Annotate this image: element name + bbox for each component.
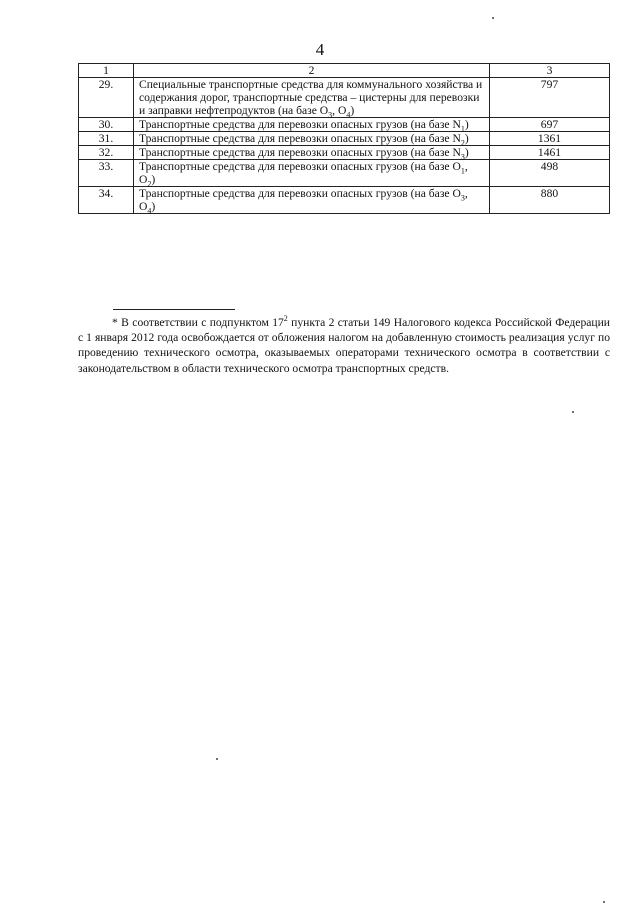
footnote-text-start: * В соответствии с подпунктом 17 bbox=[112, 316, 284, 329]
base-text: ) bbox=[350, 104, 355, 117]
base-text: N bbox=[452, 118, 461, 131]
description-text: Транспортные средства для перевозки опасных грузов (на базе bbox=[139, 146, 453, 159]
scan-speck bbox=[603, 901, 605, 903]
base-subscript: 2 bbox=[147, 179, 152, 189]
base-text: ) bbox=[151, 200, 156, 213]
column-header-1: 1 bbox=[79, 64, 134, 78]
description-text: Транспортные средства для перевозки опасных грузов (на базе bbox=[139, 187, 453, 200]
row-number: 31. bbox=[79, 132, 134, 146]
base-subscript: 4 bbox=[147, 206, 152, 216]
table-header-row bbox=[79, 64, 610, 78]
tariff-table bbox=[78, 63, 610, 214]
row-description bbox=[134, 132, 490, 146]
description-text: Транспортные средства для перевозки опасных грузов (на базе bbox=[139, 132, 453, 145]
page-number: 4 bbox=[315, 40, 325, 59]
description-text: Транспортные средства для перевозки опасных грузов (на базе bbox=[139, 160, 453, 173]
row-description bbox=[134, 187, 490, 214]
table-row bbox=[79, 132, 610, 146]
row-value: 1461 bbox=[490, 146, 610, 160]
base-subscript: 3 bbox=[460, 152, 465, 162]
base-text: ) bbox=[151, 173, 156, 186]
row-value: 880 bbox=[490, 187, 610, 214]
table-row bbox=[79, 78, 610, 118]
footnote bbox=[78, 315, 610, 376]
row-description bbox=[134, 78, 490, 118]
footnote-text-end: пункта 2 статьи 149 Налогового кодекса Российской Федерации с 1 января 2012 года освобождается от обложения налогом на добавленную стоимость реализация услуг по проведению технического осмотра, оказываемых операторами технического осмотра в соответствии с законодательством в области технического осмотра транспортных средств. bbox=[78, 316, 611, 375]
base-text: , O bbox=[139, 187, 468, 213]
base-text: N bbox=[452, 146, 461, 159]
base-text: , O bbox=[332, 104, 347, 117]
scan-speck bbox=[492, 17, 494, 19]
base-subscript: 1 bbox=[460, 124, 465, 134]
base-subscript: 4 bbox=[346, 110, 351, 120]
row-number: 29. bbox=[79, 78, 134, 118]
base-subscript: 3 bbox=[460, 193, 465, 203]
base-subscript: 3 bbox=[328, 110, 333, 120]
scan-speck bbox=[216, 758, 218, 760]
row-number: 33. bbox=[79, 160, 134, 187]
row-number: 34. bbox=[79, 187, 134, 214]
table-row bbox=[79, 146, 610, 160]
footnote-separator bbox=[113, 309, 235, 310]
base-text: ) bbox=[464, 146, 469, 159]
base-subscript: 2 bbox=[460, 138, 465, 148]
row-value: 498 bbox=[490, 160, 610, 187]
row-value: 797 bbox=[490, 78, 610, 118]
base-text: O bbox=[452, 187, 461, 200]
row-description bbox=[134, 118, 490, 132]
row-value: 697 bbox=[490, 118, 610, 132]
row-value: 1361 bbox=[490, 132, 610, 146]
base-text: O bbox=[452, 160, 461, 173]
row-description bbox=[134, 146, 490, 160]
row-number: 30. bbox=[79, 118, 134, 132]
base-text: ) bbox=[464, 132, 469, 145]
description-text: Специальные транспортные средства для коммунального хозяйства и содержания дорог, транспортные средства – цистерны для перевозки и заправки нефтепродуктов (на базе bbox=[139, 78, 483, 117]
table-row bbox=[79, 160, 610, 187]
base-subscript: 1 bbox=[460, 166, 465, 176]
row-number: 32. bbox=[79, 146, 134, 160]
row-description bbox=[134, 160, 490, 187]
table-row bbox=[79, 187, 610, 214]
description-text: Транспортные средства для перевозки опасных грузов (на базе bbox=[139, 118, 453, 131]
footnote-superscript: 2 bbox=[283, 314, 288, 324]
base-text: , O bbox=[139, 160, 468, 186]
column-header-2: 2 bbox=[134, 64, 490, 78]
base-text: O bbox=[319, 104, 329, 117]
base-text: N bbox=[452, 132, 461, 145]
column-header-3: 3 bbox=[490, 64, 610, 78]
table-row bbox=[79, 118, 610, 132]
scan-speck bbox=[572, 411, 574, 413]
base-text: ) bbox=[464, 118, 469, 131]
